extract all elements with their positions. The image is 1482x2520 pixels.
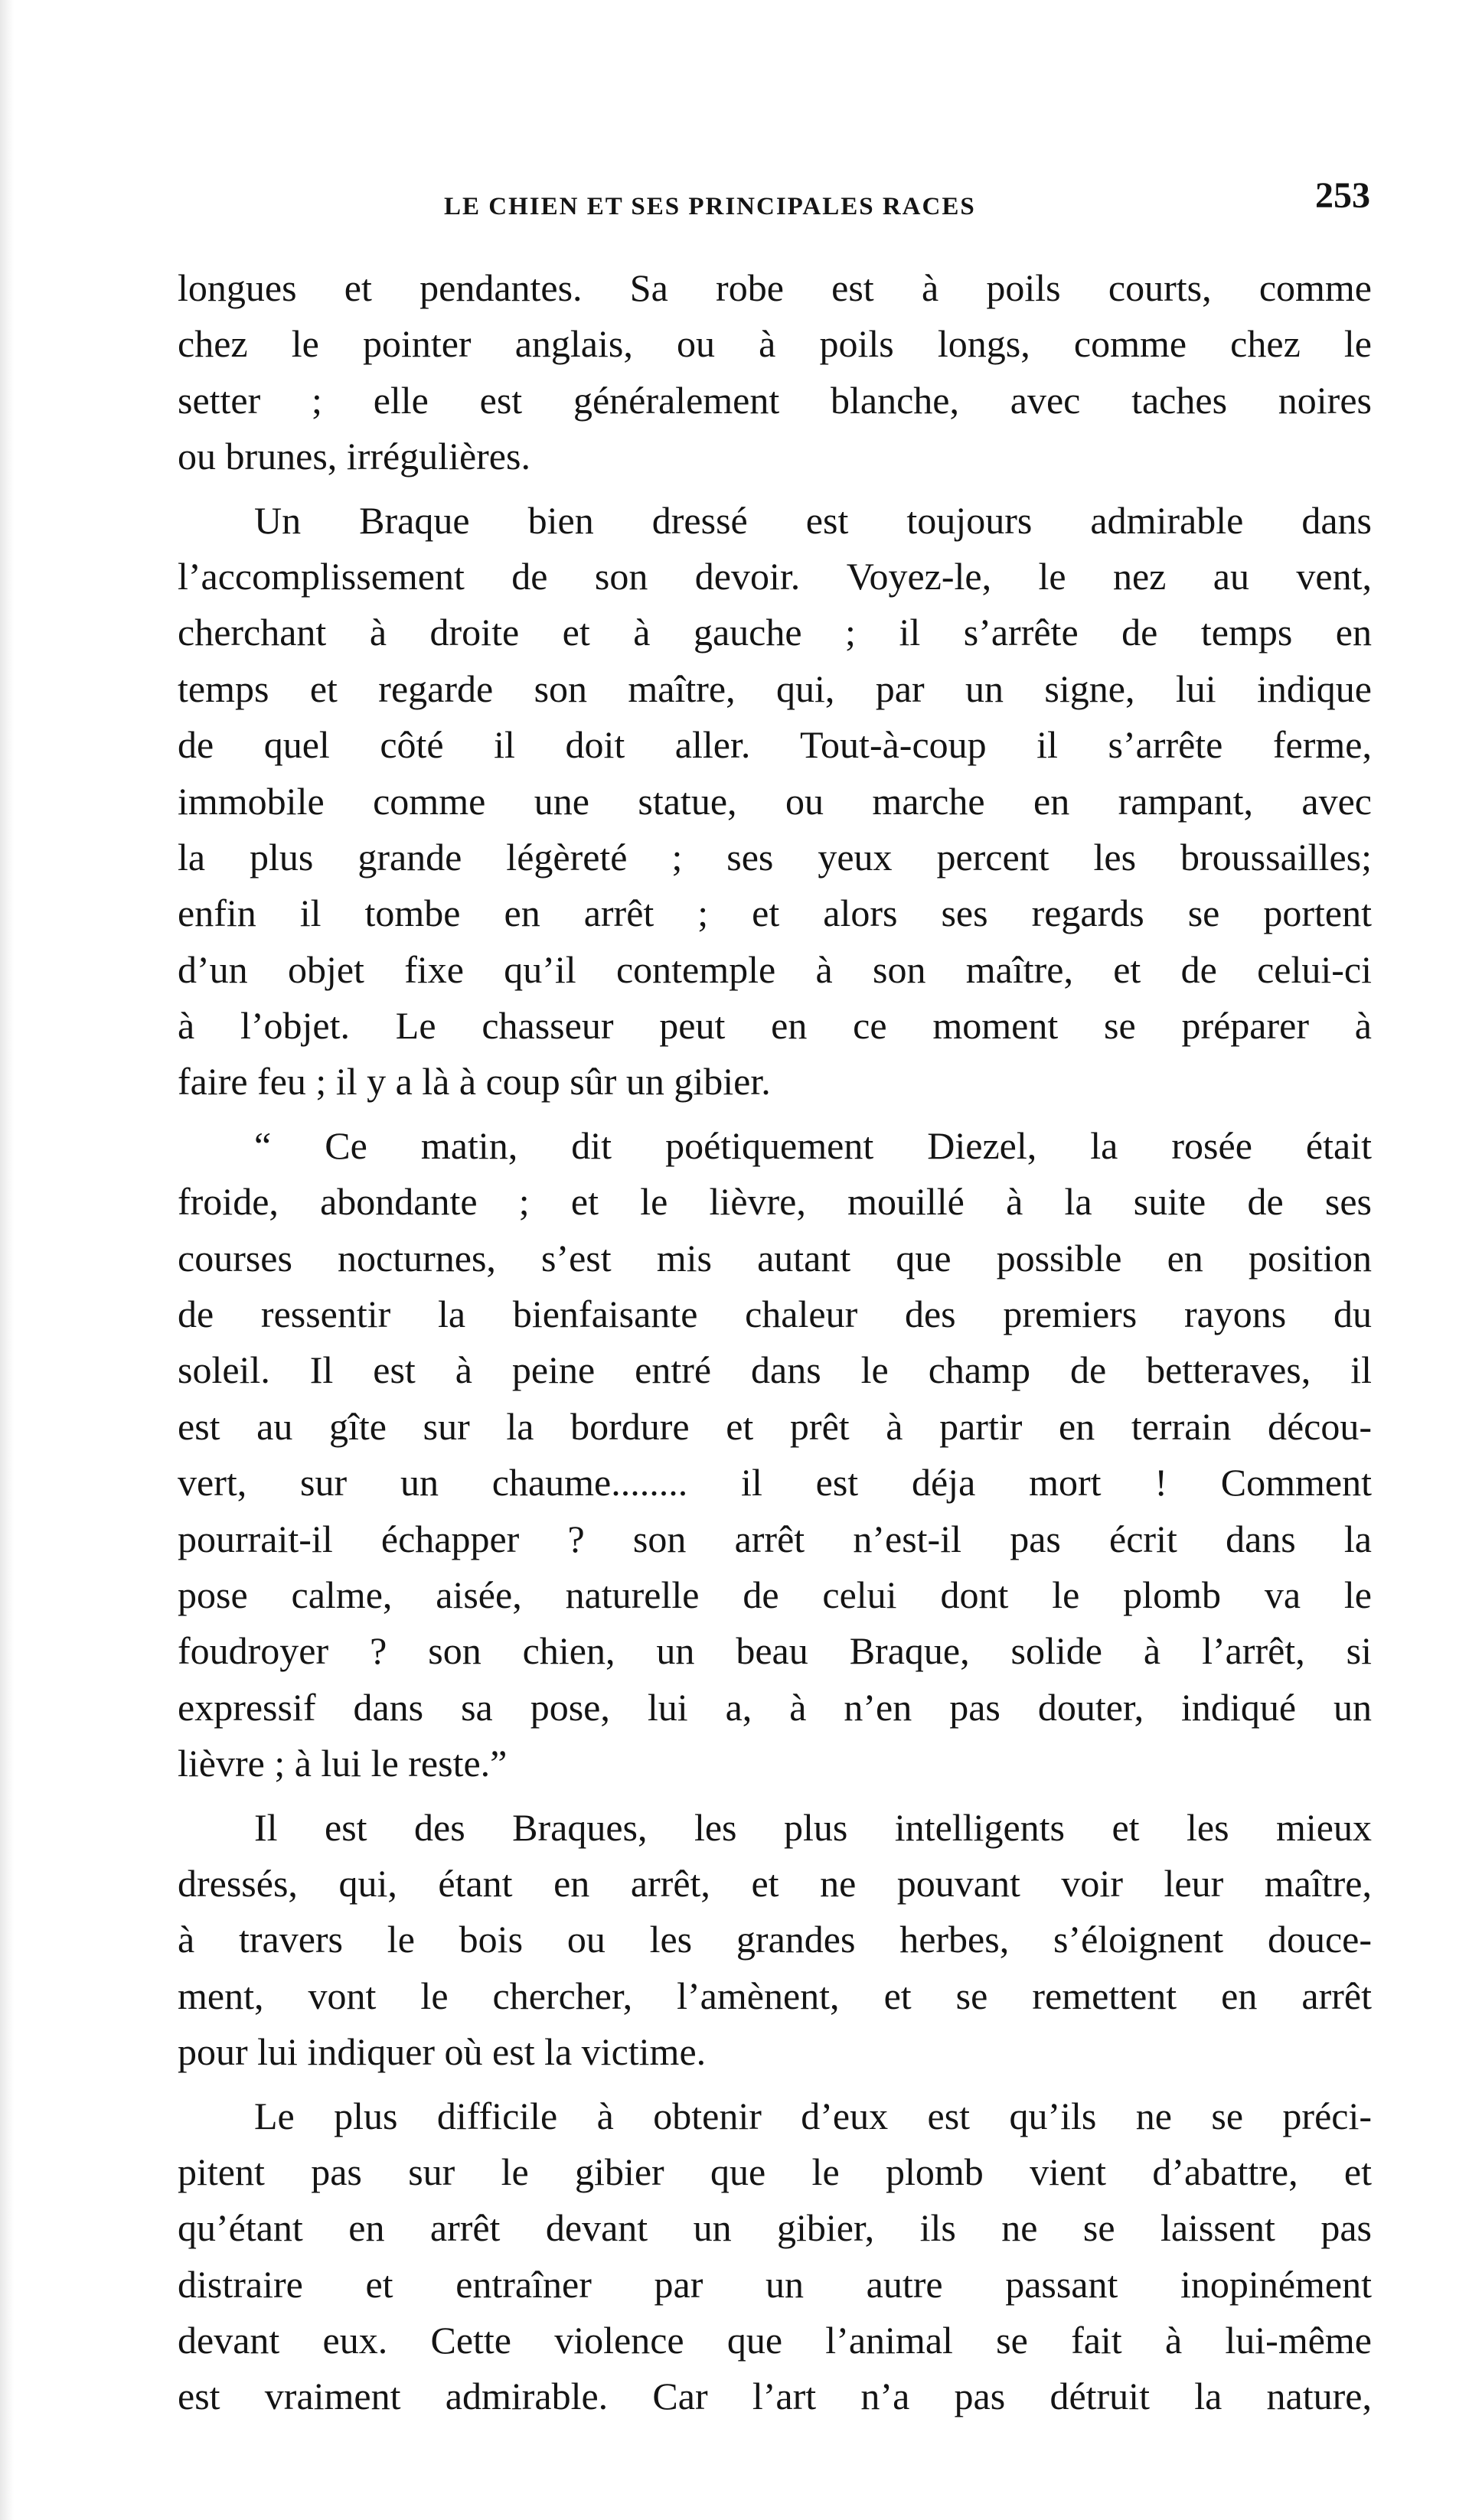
text-line: faire feu ; il y a là à coup sûr un gibier. [178, 1060, 771, 1104]
text-line: dressés, qui, étant en arrêt, et ne pouvant voir leur maître, [178, 1861, 1372, 1905]
text-line: longues et pendantes. Sa robe est à poils courts, comme [178, 266, 1372, 309]
text-line: de ressentir la bienfaisante chaleur des premiers rayons du [178, 1293, 1372, 1336]
text-line: soleil. Il est à peine entré dans le champ de betteraves, il [178, 1348, 1372, 1392]
text-line: foudroyer ? son chien, un beau Braque, solide à l’arrêt, si [178, 1629, 1372, 1673]
text-line: courses nocturnes, s’est mis autant que possible en position [178, 1236, 1372, 1280]
paragraph-4 [178, 1800, 1372, 2081]
text-line: à travers le bois ou les grandes herbes, s’éloignent douce- [178, 1918, 1372, 1961]
text-line: immobile comme une statue, ou marche en rampant, avec [178, 779, 1372, 823]
text-line: l’accomplissement de son devoir. Voyez-le, le nez au vent, [178, 554, 1372, 598]
text-line: lièvre ; à lui le reste.” [178, 1742, 508, 1785]
paragraph-3 [178, 1118, 1372, 1792]
page-number: 253 [1315, 175, 1370, 216]
text-line: est au gîte sur la bordure et prêt à partir en terrain décou- [178, 1404, 1372, 1448]
text-line: Le plus difficile à obtenir d’eux est qu’ils ne se préci- [254, 2094, 1372, 2137]
page-header [176, 174, 1370, 228]
text-line: temps et regarde son maître, qui, par un signe, lui indique [178, 667, 1372, 710]
text-line: la plus grande légèreté ; ses yeux percent les broussailles; [178, 835, 1372, 879]
text-line: pour lui indiquer où est la victime. [178, 2030, 707, 2074]
text-line: ou brunes, irrégulières. [178, 435, 530, 478]
running-title: LE CHIEN ET SES PRINCIPALES RACES [444, 193, 976, 220]
page-edge-shadow [0, 0, 14, 2520]
text-line: setter ; elle est généralement blanche, avec taches noires [178, 378, 1372, 422]
text-line: vert, sur un chaume........ il est déja mort ! Comment [178, 1461, 1372, 1505]
text-line: à l’objet. Le chasseur peut en ce moment se préparer à [178, 1004, 1372, 1048]
text-line: enfin il tombe en arrêt ; et alors ses regards se portent [178, 892, 1372, 935]
text-line: de quel côté il doit aller. Tout-à-coup il s’arrête ferme, [178, 723, 1372, 767]
text-line: Il est des Braques, les plus intelligents et les mieux [254, 1805, 1372, 1849]
text-line: chez le pointer anglais, ou à poils longs, comme chez le [178, 322, 1372, 366]
text-line: qu’étant en arrêt devant un gibier, ils ne se laissent pas [178, 2206, 1372, 2250]
text-line: “ Ce matin, dit poétiquement Diezel, la rosée était [254, 1123, 1372, 1167]
text-line: pitent pas sur le gibier que le plomb vient d’abattre, et [178, 2150, 1372, 2193]
text-line: ment, vont le chercher, l’amènent, et se remettent en arrêt [178, 1974, 1372, 2017]
text-line: froide, abondante ; et le lièvre, mouillé à la suite de ses [178, 1180, 1372, 1224]
paragraph-1 [178, 260, 1372, 485]
text-line: distraire et entraîner par un autre passant inopinément [178, 2262, 1372, 2306]
text-line: pose calme, aisée, naturelle de celui dont le plomb va le [178, 1573, 1372, 1616]
text-line: d’un objet fixe qu’il contemple à son maître, et de celui-ci [178, 947, 1372, 991]
text-line: cherchant à droite et à gauche ; il s’arrête de temps en [178, 611, 1372, 654]
text-line: est vraiment admirable. Car l’art n’a pas détruit la nature, [178, 2375, 1372, 2418]
text-line: Un Braque bien dressé est toujours admirable dans [254, 498, 1372, 542]
body-text [178, 260, 1372, 2425]
paragraph-5 [178, 2088, 1372, 2425]
text-line: expressif dans sa pose, lui a, à n’en pas douter, indiqué un [178, 1685, 1372, 1729]
paragraph-2 [178, 493, 1372, 1110]
text-line: pourrait-il échapper ? son arrêt n’est-il pas écrit dans la [178, 1517, 1372, 1560]
text-line: devant eux. Cette violence que l’animal se fait à lui-même [178, 2319, 1372, 2362]
